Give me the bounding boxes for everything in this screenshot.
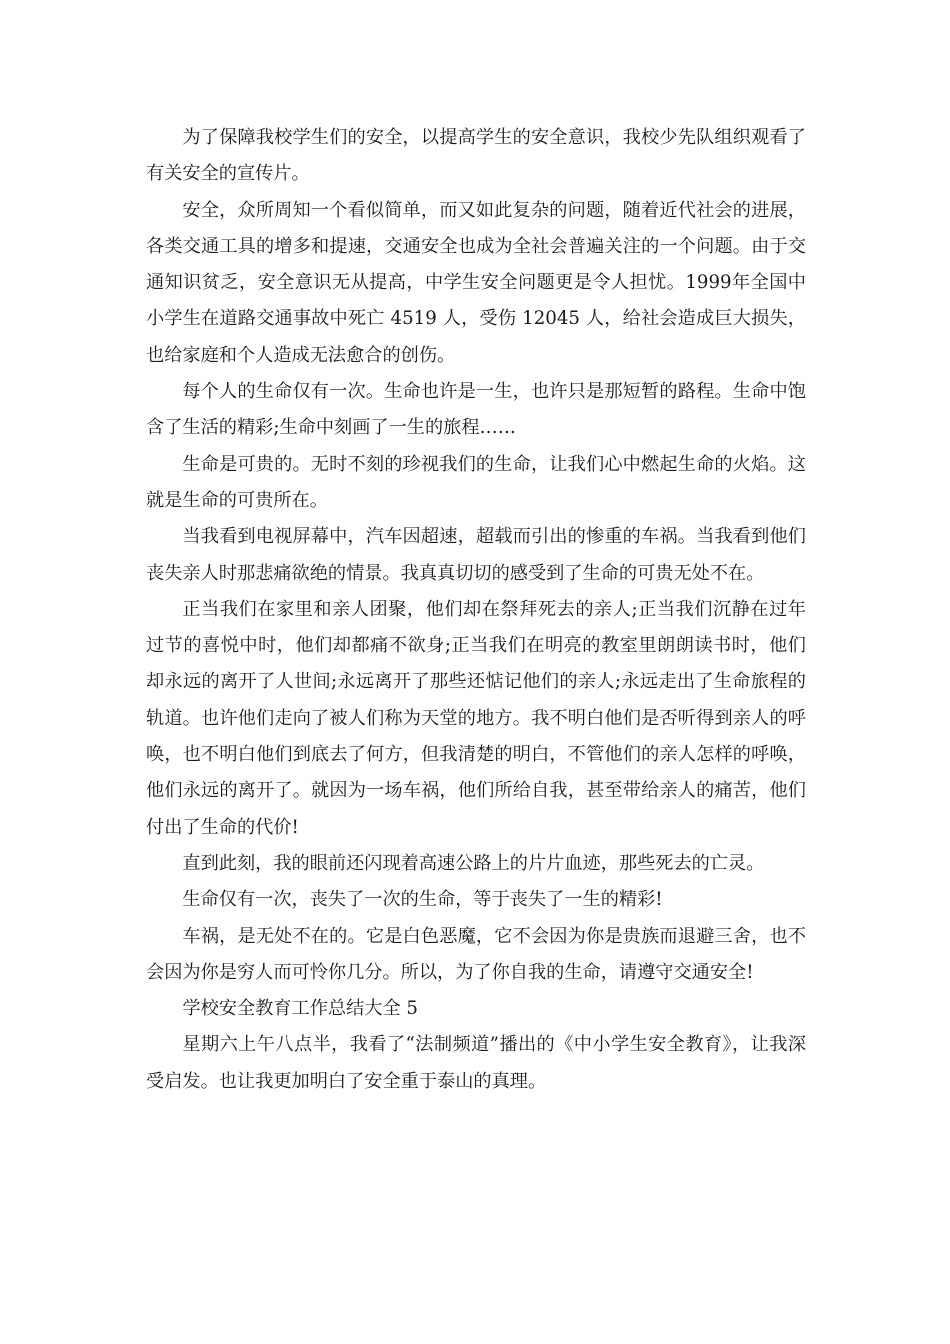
paragraph-lost-families: 正当我们在家里和亲人团聚，他们却在祭拜死去的亲人;正当我们沉静在过年过节的喜悦中时，他们却都痛不欲身;正当我们在明亮的教室里朗朗读书时，他们却永远的离开了人世间;永远离开了那些还惦记他们的亲人;永远走出了生命旅程的轨道。也许他们走向了被人们称为天堂的地方。我不明白他们是否听得到亲人的呼唤，也不明白他们到底去了何方，但我清楚的明白，不管他们的亲人怎样的呼唤，他们永远的离开了。就因为一场车祸，他们所给自我，甚至带给亲人的痛苦，他们付出了生命的代价! [146,598,806,838]
paragraph-white-devil: 车祸，是无处不在的。它是白色恶魔，它不会因为你是贵族而退避三舍，也不会因为你是穷人而可怜你几分。所以，为了你自我的生命，请遵守交通安全! [146,925,806,983]
paragraph-traffic-safety: 安全，众所周知一个看似简单，而又如此复杂的问题，随着近代社会的进展，各类交通工具的增多和提速，交通安全也成为全社会普遍关注的一个问题。由于交通知识贫乏，安全意识无从提高，中学生安全问题更是令人担忧。1999年全国中小学生在道路交通事故中死亡 4519 人，受伤 12045 人，给社会造成巨大损失，也给家庭和个人造成无法愈合的创伤。 [146,199,806,366]
paragraph-saturday: 星期六上午八点半，我看了“法制频道”播出的《中小学生安全教育》，让我深受启发。也让我更加明白了安全重于泰山的真理。 [146,1034,806,1092]
section-heading: 学校安全教育工作总结大全 5 [182,998,418,1020]
paragraph-tv-accident: 当我看到电视屏幕中，汽车因超速，超载而引出的惨重的车祸。当我看到他们丧失亲人时那悲痛欲绝的情景。我真真切切的感受到了生命的可贵无处不在。 [146,526,806,584]
paragraph-intro: 为了保障我校学生们的安全，以提高学生的安全意识，我校少先队组织观看了有关安全的宣传片。 [146,127,806,185]
paragraph-life-once: 每个人的生命仅有一次。生命也许是一生，也许只是那短暂的路程。生命中饱含了生活的精彩;生命中刻画了一生的旅程…… [146,381,806,439]
paragraph-life-precious: 生命是可贵的。无时不刻的珍视我们的生命，让我们心中燃起生命的火焰。这就是生命的可贵所在。 [146,453,806,511]
paragraph-blood-traces: 直到此刻，我的眼前还闪现着高速公路上的片片血迹，那些死去的亡灵。 [182,852,765,874]
paragraph-only-one-life: 生命仅有一次，丧失了一次的生命，等于丧失了一生的精彩! [182,889,663,911]
document-body [146,120,806,1100]
